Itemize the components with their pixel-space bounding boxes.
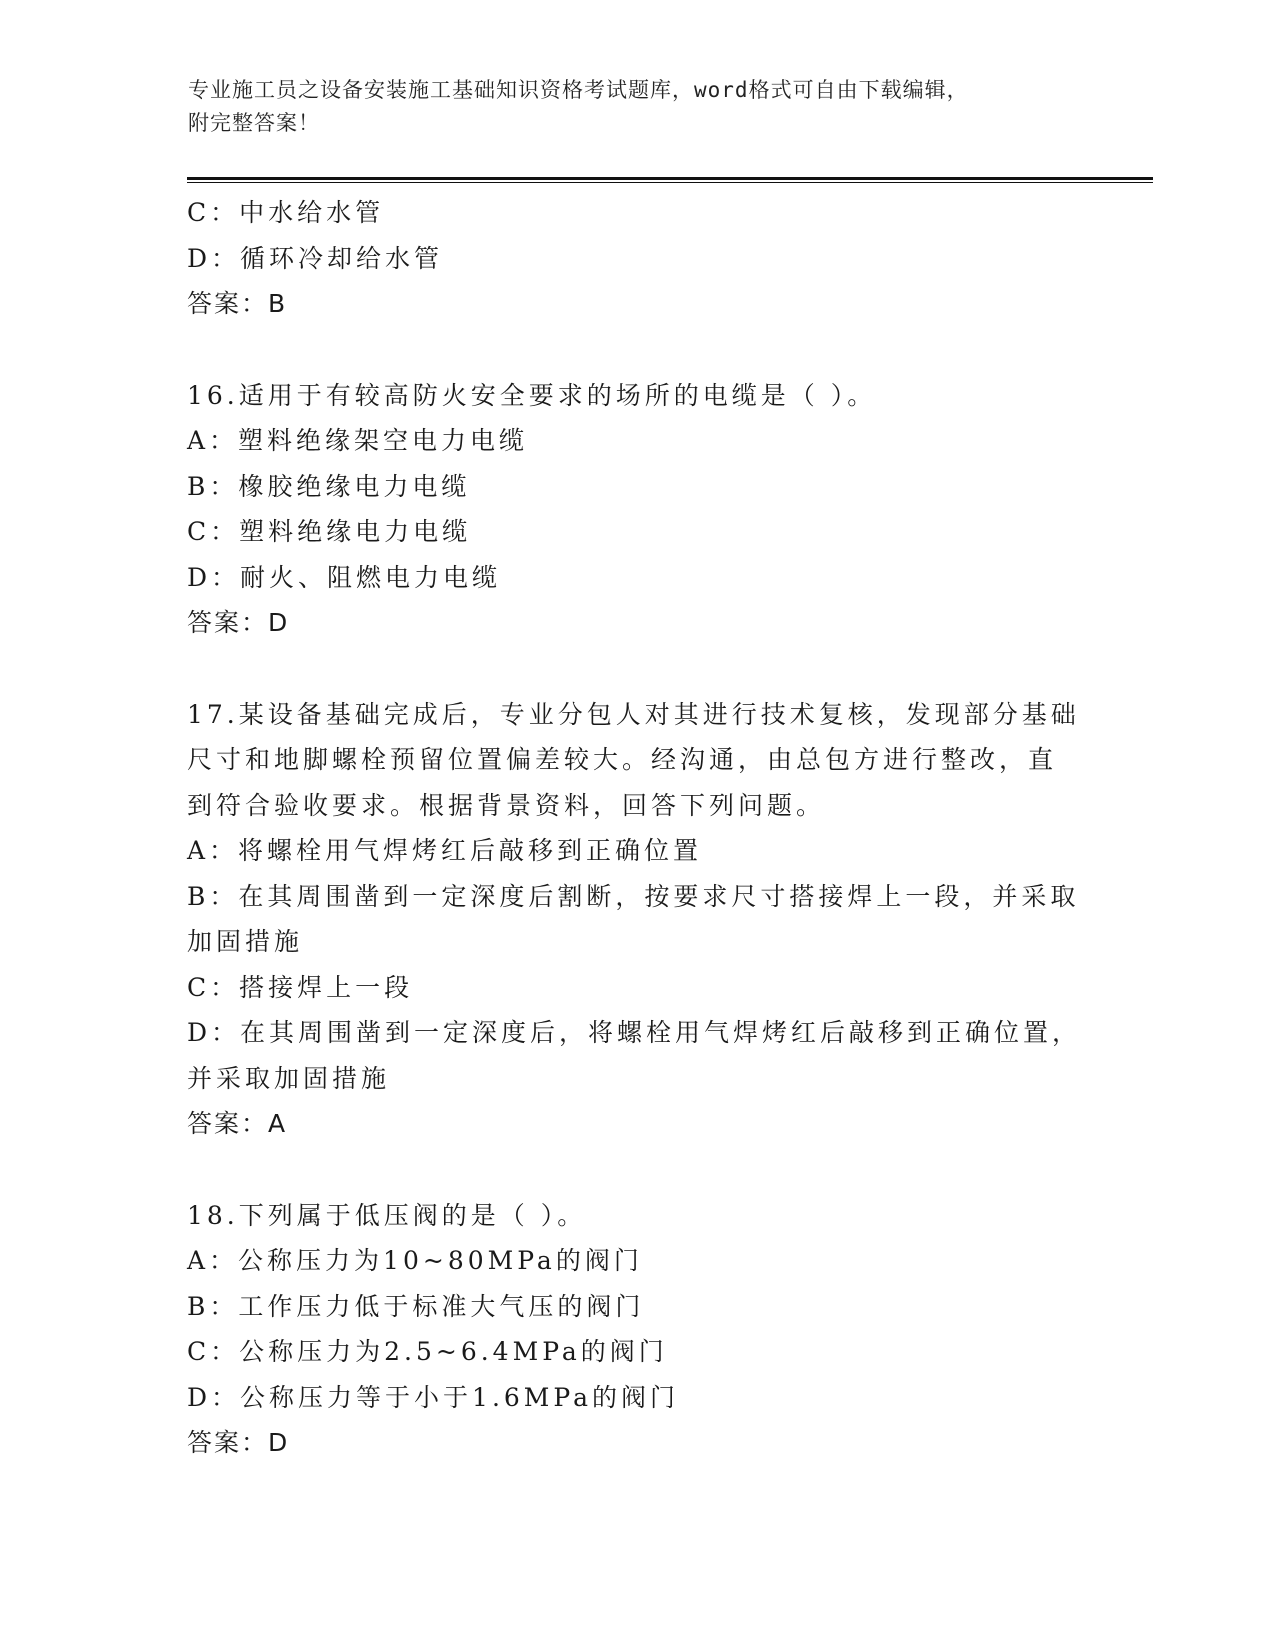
option-a: A：塑料绝缘架空电力电缆 [187,426,529,455]
answer: 答案：A [187,1109,288,1138]
document-header [188,74,1088,140]
question-18 [187,1193,1087,1466]
option-b: B：橡胶绝缘电力电缆 [187,471,471,501]
option-c: C：公称压力为2.5~6.4MPa的阀门 [187,1337,668,1366]
option-d: D：公称压力等于小于1.6MPa的阀门 [187,1382,680,1412]
question-stem: 16.适用于有较高防火安全要求的场所的电缆是（ ）。 [187,380,877,410]
option-d-continued: 并采取加固措施 [187,1063,391,1093]
header-divider-thick [187,177,1153,180]
option-c: C：塑料绝缘电力电缆 [187,517,472,546]
option-d: D：在其周围凿到一定深度后，将螺栓用气焊烤红后敲移到正确位置， [187,1018,1082,1047]
question-16 [187,373,1087,646]
header-divider-thin [187,182,1153,183]
header-line-1: 专业施工员之设备安装施工基础知识资格考试题库，word格式可自由下载编辑， [188,78,969,102]
option-b-continued: 加固措施 [187,927,304,956]
question-17 [187,692,1087,1147]
answer: 答案：D [187,1428,290,1457]
option-c: C：中水给水管 [187,198,385,227]
answer: 答案：B [187,289,288,318]
option-b: B：工作压力低于标准大气压的阀门 [187,1291,645,1321]
option-a: A：将螺栓用气焊烤红后敲移到正确位置 [187,836,703,865]
answer: 答案：D [187,608,290,637]
option-d: D：耐火、阻燃电力电缆 [187,562,502,592]
question-stem: 到符合验收要求。根据背景资料，回答下列问题。 [187,790,826,820]
question-stem: 18.下列属于低压阀的是（ ）。 [187,1200,587,1230]
option-b: B：在其周围凿到一定深度后割断，按要求尺寸搭接焊上一段，并采取 [187,881,1080,911]
option-d: D：循环冷却给水管 [187,243,444,273]
question-content [187,190,1087,1466]
option-c: C：搭接焊上一段 [187,972,414,1002]
question-stem: 尺寸和地脚螺栓预留位置偏差较大。经沟通，由总包方进行整改，直 [187,745,1058,774]
question-15-tail [187,190,1087,327]
question-stem: 17.某设备基础完成后，专业分包人对其进行技术复核，发现部分基础 [187,699,1080,729]
header-line-2: 附完整答案！ [188,111,320,135]
option-a: A：公称压力为10~80MPa的阀门 [187,1246,643,1275]
